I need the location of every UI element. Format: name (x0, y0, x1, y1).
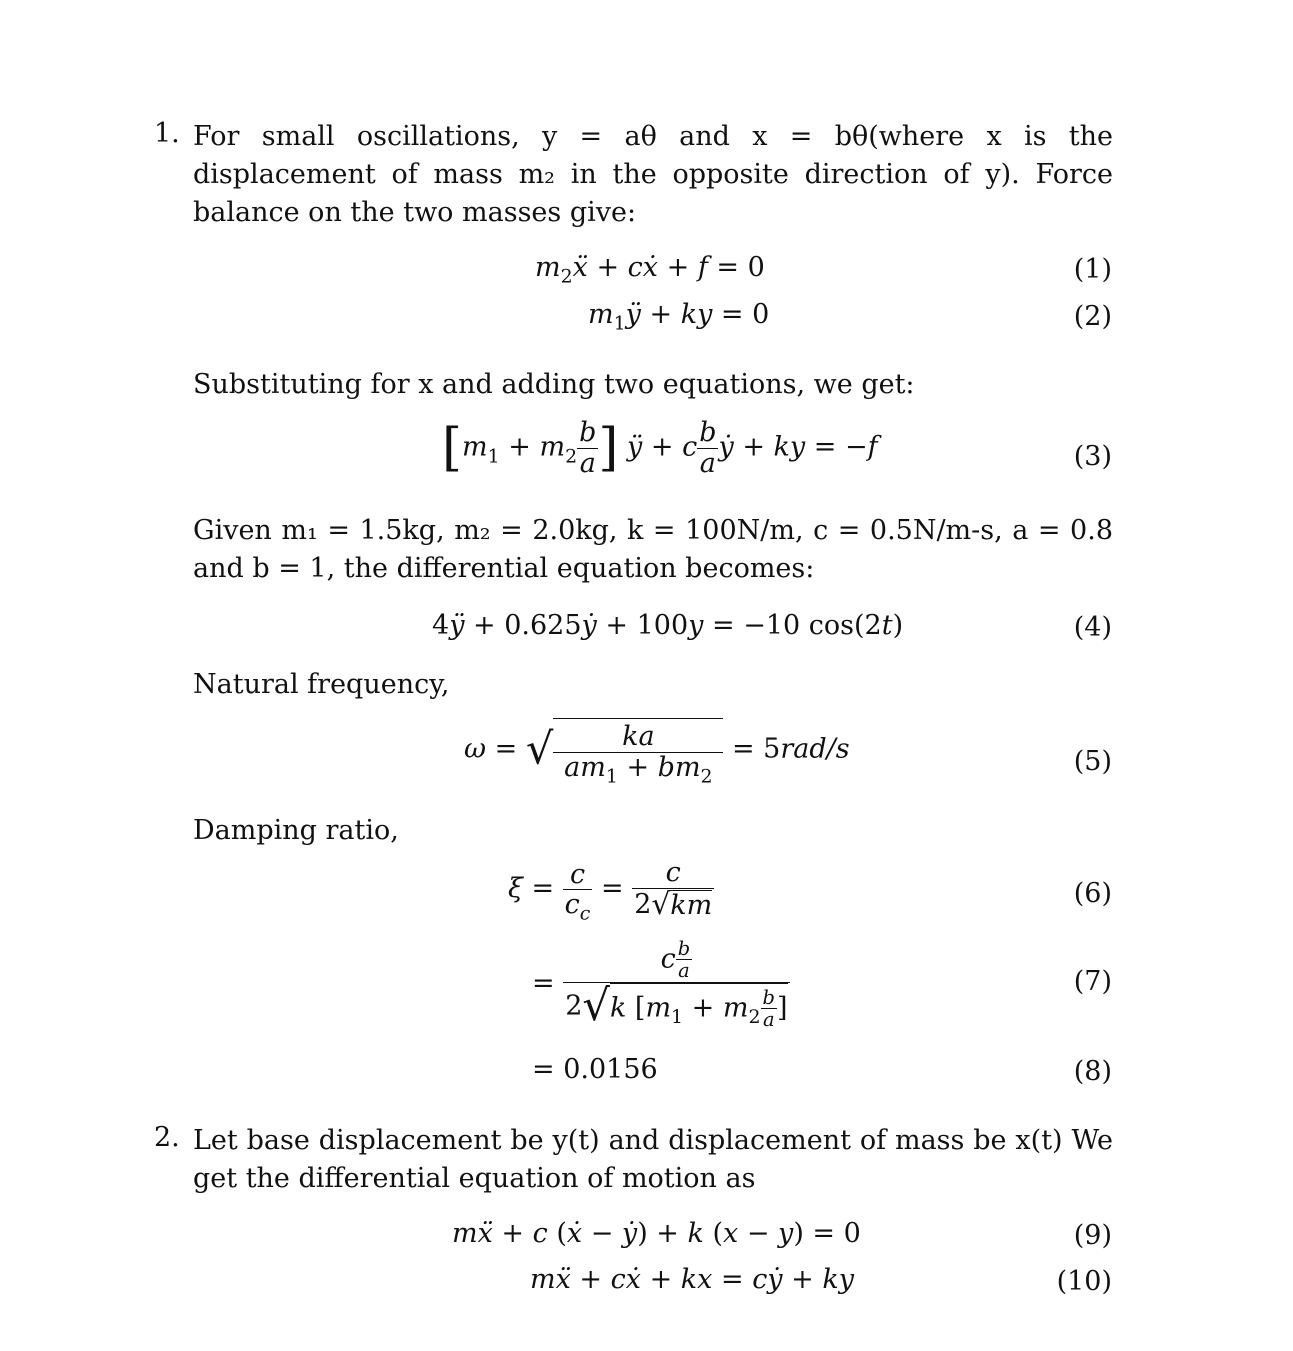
equation-number-7: (7) (1073, 966, 1112, 997)
equation-10: mẍ + cẋ + kx = cẏ + ky (530, 1264, 854, 1295)
equation-3: [$m_1 + m_2$ $\frac{b}{a}$ ] ÿ + c $\frac{b}{a}$ ẏ + ky = −f (442, 417, 878, 479)
equation-number-6: (6) (1073, 878, 1112, 909)
equation-number-4: (4) (1073, 612, 1112, 643)
equation-4: 4ÿ + 0.625ẏ + 100y = −10 cos(2t) (432, 610, 904, 641)
equation-number-3: (3) (1073, 441, 1112, 472)
item-1-intro: For small oscillations, y = aθ and x = bθ(where x is the displacement of mass m₂ in the opposite direction of y). Force balance on the two masses give: (193, 121, 1113, 228)
equation-number-5: (5) (1073, 746, 1112, 777)
item-1-text-natural-frequency: Natural frequency, (193, 669, 450, 700)
item-1-text-damping-ratio: Damping ratio, (193, 815, 399, 846)
equation-number-10: (10) (1056, 1266, 1112, 1297)
equation-9: mẍ + c (ẋ − ẏ) + k (x − y) = 0 (452, 1218, 861, 1249)
item-1-text-given: Given m₁ = 1.5kg, m₂ = 2.0kg, k = 100N/m, c = 0.5N/m-s, a = 0.8 and b = 1, the differential equation becomes: (193, 515, 1113, 584)
equation-number-2: (2) (1073, 301, 1112, 332)
item-number-1: 1. (154, 118, 180, 149)
equation-number-9: (9) (1073, 1220, 1112, 1251)
item-number-2: 2. (154, 1122, 180, 1153)
equation-6: ξ = $\frac{c}{c_c}$ = $\frac{c}{2√km}$ (508, 857, 713, 925)
equation-number-1: (1) (1073, 254, 1112, 285)
equation-8: = 0.0156 (532, 1054, 658, 1085)
equation-1: $m_2ẍ$ + cẋ + f = 0 (535, 252, 765, 288)
equation-5: ω = √ $\frac{ka}{am_1 + bm_2}$ = 5rad/s (464, 718, 850, 782)
equation-2: $m_1ÿ$ + ky = 0 (588, 299, 770, 335)
item-1-text-substituting: Substituting for x and adding two equations, we get: (193, 369, 915, 400)
item-2-intro: Let base displacement be y(t) and displacement of mass be x(t) We get the differential equation of motion as (193, 1125, 1113, 1194)
equation-number-8: (8) (1073, 1056, 1112, 1087)
equation-7: = c $\frac{b}{a}$ 2√k [$m_1 + m_2$ $\frac{b}{a}$ ] (532, 937, 788, 1032)
